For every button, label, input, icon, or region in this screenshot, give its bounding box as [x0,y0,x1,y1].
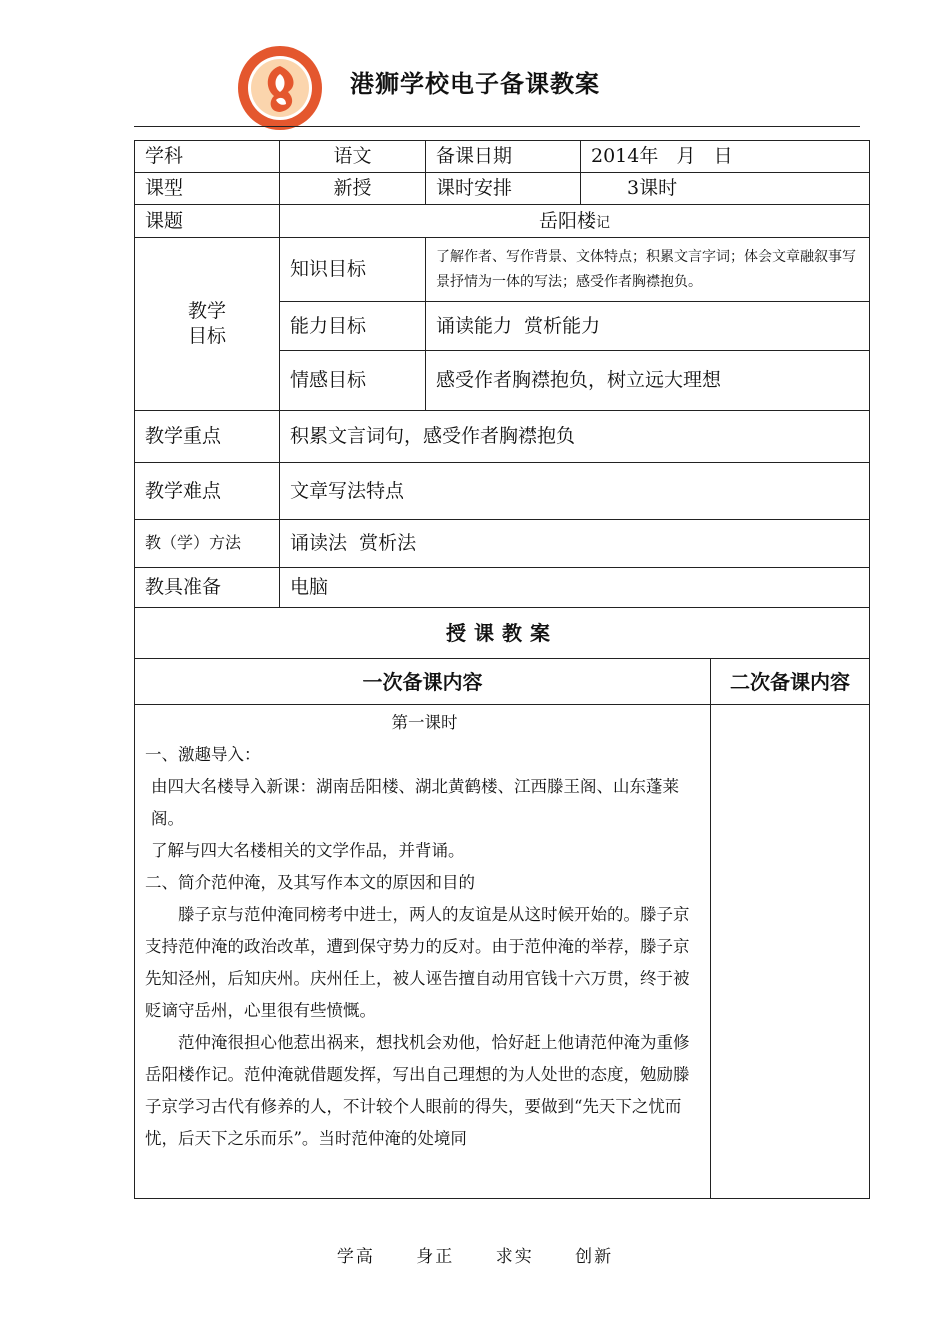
date-value: 2014年 月 日 [581,141,870,173]
first-prep-header: 一次备课内容 [135,659,711,705]
tools-label: 教具准备 [135,568,280,608]
date-label: 备课日期 [426,141,581,173]
step1-title: 一、激趣导入： [145,745,261,764]
type-value: 新授 [280,173,426,205]
emotion-label: 情感目标 [280,351,426,411]
topic-main: 岳阳楼 [538,209,596,232]
step1-text2: 了解与四大名楼相关的文学作品，并背诵。 [151,841,465,860]
hours-value-text: 3课时 [627,177,678,200]
difficulty-label: 教学难点 [135,463,280,520]
row-topic [135,205,870,238]
emotion-value: 感受作者胸襟抱负，树立远大理想 [426,351,870,411]
row-knowledge-goal [135,238,870,302]
ability-label: 能力目标 [280,302,426,351]
page-header [0,0,950,140]
topic-value [280,205,870,238]
paragraph-1: 滕子京与范仲淹同榜考中进士，两人的友谊是从这时候开始的。滕子京支持范仲淹的政治改革，遭到保守势力的反对。由于范仲淹的举荐，滕子京先知泾州，后知庆州。庆州任上，被人诬告擅自动用官钱十六万贯，终于被贬谪守岳州，心里很有些愤慨。 [145,905,690,1020]
focus-value: 积累文言词句，感受作者胸襟抱负 [280,411,870,463]
method-value: 诵读法 赏析法 [280,520,870,568]
method-label: 教（学）方法 [135,520,280,568]
goals-label: 教学目标 [135,238,280,411]
page-footer [0,1242,950,1267]
row-type [135,173,870,205]
focus-label: 教学重点 [135,411,280,463]
row-subject [135,141,870,173]
row-plan-content [135,705,870,1199]
paragraph-2: 范仲淹很担心他惹出祸来，想找机会劝他，恰好赶上他请范仲淹为重修岳阳楼作记。范仲淹就借题发挥，写出自己理想的为人处世的态度，勉励滕子京学习古代有修养的人，不计较个人眼前的得失，要做到“先天下之忧而忧，后天下之乐而乐”。当时范仲淹的处境同 [145,1033,690,1148]
header-divider [134,126,860,127]
difficulty-value: 文章写法特点 [280,463,870,520]
school-logo [236,44,324,132]
motto-3: 求实 [495,1247,534,1267]
subject-value: 语文 [280,141,426,173]
motto-2: 身正 [416,1247,455,1267]
step2-title: 二、简介范仲淹，及其写作本文的原因和目的 [145,873,475,892]
row-section-title [135,608,870,659]
motto-4: 创新 [575,1247,614,1267]
second-prep-content [711,705,870,1199]
row-difficulty [135,463,870,520]
row-tools [135,568,870,608]
motto-1: 学高 [336,1247,375,1267]
row-plan-headers [135,659,870,705]
row-focus [135,411,870,463]
tools-value: 电脑 [280,568,870,608]
type-label: 课型 [135,173,280,205]
page-title: 港狮学校电子备课教案 [350,70,600,98]
topic-label: 课题 [135,205,280,238]
topic-suffix: 记 [596,214,610,231]
lesson-plan-table [134,140,870,1199]
lesson-title: 第一课时 [391,713,458,732]
ability-value: 诵读能力 赏析能力 [426,302,870,351]
subject-label: 学科 [135,141,280,173]
row-method [135,520,870,568]
step1-text: 由四大名楼导入新课：湖南岳阳楼、湖北黄鹤楼、江西滕王阁、山东蓬莱阁。 [151,777,679,828]
section-title: 授课教案 [135,608,870,659]
hours-value [581,173,870,205]
knowledge-label: 知识目标 [280,238,426,302]
hours-label: 课时安排 [426,173,581,205]
knowledge-value: 了解作者、写作背景、文体特点；积累文言字词；体会文章融叙事写景抒情为一体的写法；感受作者胸襟抱负。 [426,238,870,302]
first-prep-content [135,705,711,1199]
second-prep-header: 二次备课内容 [711,659,870,705]
